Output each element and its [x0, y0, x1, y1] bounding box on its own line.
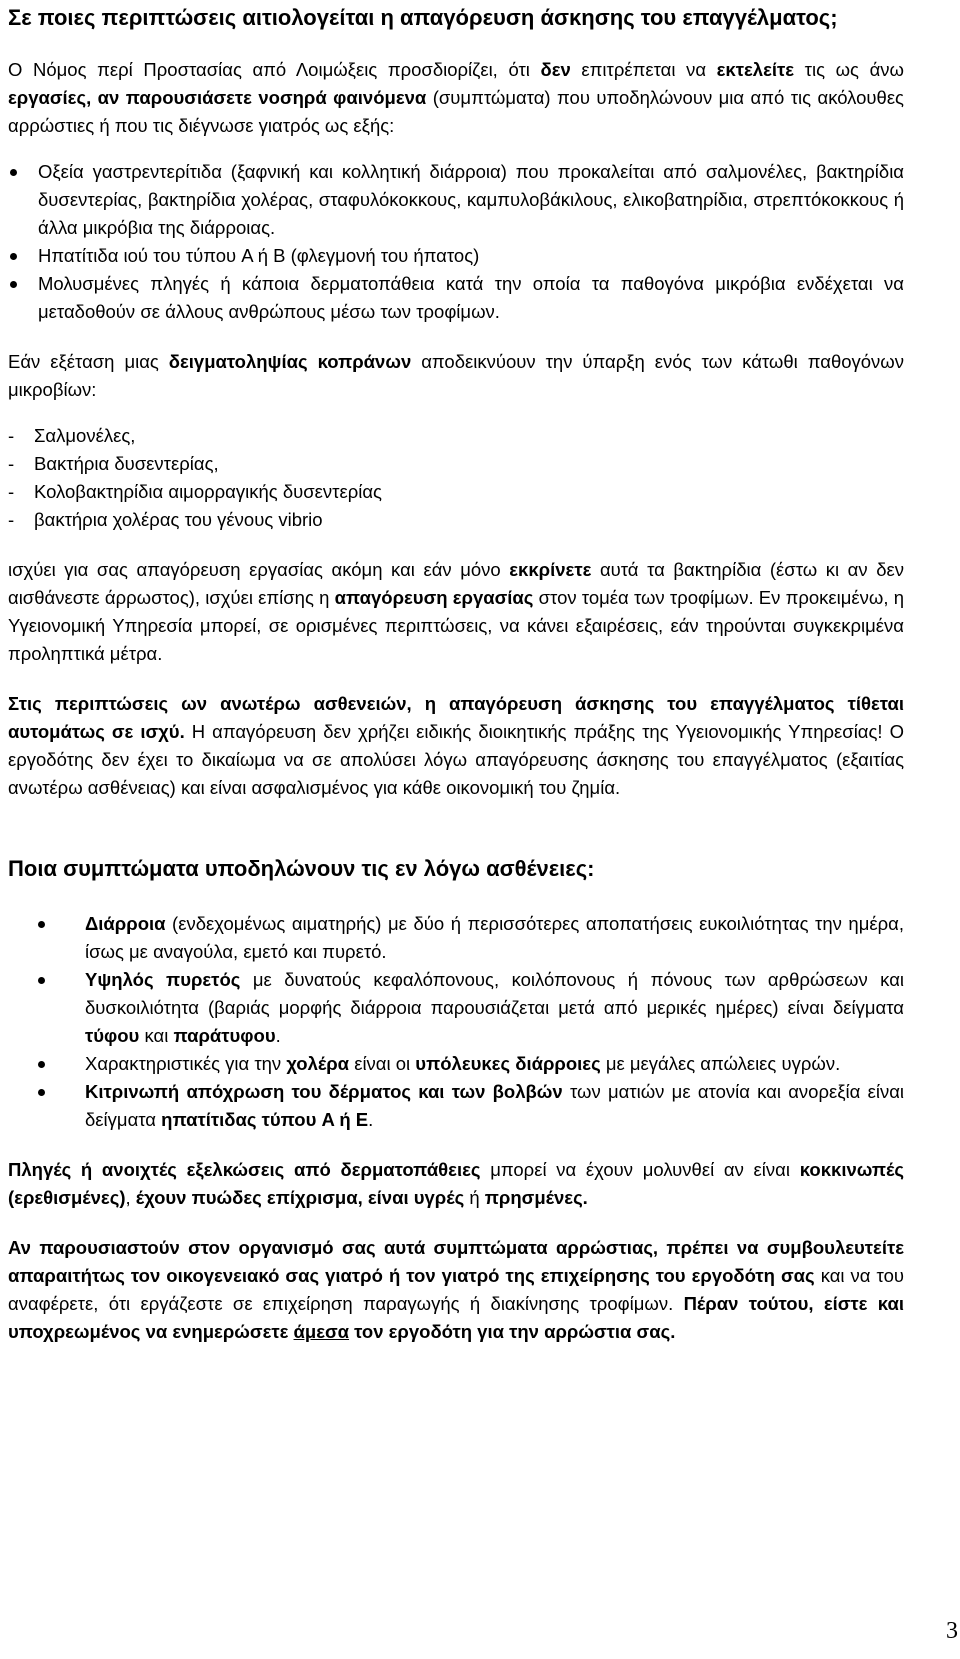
text-run: Εάν εξέταση μιας: [8, 351, 169, 372]
text-run: στον τομέα των τροφίμων. Εν προκειμένω, η Υγειονομική Υπηρεσία μπορεί, σε ορισμένες περιπτώσεις, να κάνει εξαιρέσεις, εάν τηρούνται συγκεκριμένα προληπτικά μέτρα.: [8, 587, 905, 664]
disease-list: [8, 158, 904, 326]
bold-text: έχουν πυώδες επίχρισμα, είναι υγρές: [135, 1187, 465, 1208]
text-run: με μεγάλες απώλειες υγρών.: [600, 1053, 841, 1074]
bold-text: Διάρροια: [85, 913, 166, 934]
text-run: τις ως άνω: [794, 59, 904, 80]
bold-text: εκτελείτε: [716, 59, 795, 80]
bold-text: Πληγές ή ανοιχτές εξελκώσεις από δερματοπάθειες: [8, 1159, 481, 1180]
text-run: Η απαγόρευση δεν χρήζει ειδικής διοικητικής πράξης της Υγειονομικής Υπηρεσίας! Ο εργοδότης δεν έχει το δικαίωμα να σε απολύσει λόγω απαγόρευσης άσκησης του επαγγέλματος (εξαιτίας ανωτέρω ασθένειας) και είναι ασφαλισμένος για κάθε οικονομική του ζημία.: [8, 721, 904, 798]
text-run: των ματιών με ατονία και ανορεξία είναι δείγματα: [85, 1081, 904, 1130]
symptom-list: [8, 910, 904, 1134]
work-ban-paragraph: [8, 556, 904, 668]
bold-text: τύφου: [85, 1025, 140, 1046]
list-item: - Κολοβακτηρίδια αιμορραγικής δυσεντερίας: [8, 478, 904, 506]
bold-text: ηπατίτιδας τύπου A ή E: [161, 1109, 369, 1130]
page-number: 3: [946, 1618, 958, 1644]
list-item: - Σαλμονέλες,: [8, 422, 904, 450]
text-run: αποδεικνύουν την ύπαρξη ενός των κάτωθι παθογόνων μικροβίων:: [8, 351, 905, 400]
stool-test-paragraph: [8, 348, 904, 404]
bold-text: Υψηλός πυρετός: [85, 969, 241, 990]
text-run: μπορεί να έχουν μολυνθεί αν είναι: [480, 1159, 800, 1180]
text-run: αυτά τα βακτηρίδια (έστω κι αν δεν αισθάνεστε άρρωστος), ισχύει επίσης η: [8, 559, 904, 608]
bold-text: απαγόρευση εργασίας: [334, 587, 534, 608]
list-item: [8, 1050, 904, 1078]
document-page: [8, 0, 904, 1346]
text-run: ή: [464, 1187, 485, 1208]
list-item: Μολυσμένες πληγές ή κάποια δερματοπάθεια κατά την οποία τα παθογόνα μικρόβια ενδέχεται να μεταδοθούν σε άλλους ανθρώπους μέσω των τροφίμων.: [8, 270, 904, 326]
text-run: ,: [125, 1187, 136, 1208]
text-run: και: [139, 1025, 174, 1046]
bold-text: Στις περιπτώσεις ων ανωτέρω ασθενειών, η απαγόρευση άσκησης του επαγγέλματος τίθεται αυτομάτως σε ισχύ.: [8, 693, 904, 742]
list-item: [8, 966, 904, 1050]
bold-text: Κιτρινωπή απόχρωση του δέρματος και των βολβών: [85, 1081, 563, 1102]
section-heading-ban: Σε ποιες περιπτώσεις αιτιολογείται η απαγόρευση άσκησης του επαγγέλματος;: [8, 5, 838, 30]
text-run: με δυνατούς κεφαλόπονους, κοιλόπονους ή πόνους των αρθρώσεων και δυσκοιλιότητα (βαριάς μορφής διάρροια παρουσιάζεται μετά από μερικές ημέρες) είναι δείγματα: [85, 969, 904, 1018]
text-run: είναι οι: [349, 1053, 416, 1074]
text-run: επιτρέπεται να: [570, 59, 717, 80]
bold-text: άμεσα: [293, 1321, 350, 1342]
list-item: [8, 910, 904, 966]
bold-text: τον εργοδότη για την αρρώστια σας.: [349, 1321, 676, 1342]
bold-text: δεν: [540, 59, 571, 80]
list-item: - βακτήρια χολέρας του γένους vibrio: [8, 506, 904, 534]
underlined-text: [294, 1321, 350, 1342]
bold-text: υπόλευκες διάρροιες: [415, 1053, 601, 1074]
bold-text: παράτυφου: [173, 1025, 276, 1046]
bold-text: Πέραν τούτου, είστε και υποχρεωμένος να ενημερώσετε: [8, 1293, 904, 1342]
text-run: .: [275, 1025, 281, 1046]
text-run: (συμπτώματα) που υποδηλώνουν μια από τις ακόλουθες αρρώστιες ή που τις διέγνωσε γιατρός ως εξής:: [8, 87, 904, 136]
list-item: Ηπατίτιδα ιού του τύπου A ή B (φλεγμονή του ήπατος): [8, 242, 904, 270]
text-run: Ο Νόμος περί Προστασίας από Λοιμώξεις προσδιορίζει, ότι: [8, 59, 541, 80]
bold-text: εργασίες, αν παρουσιάσετε νοσηρά φαινόμενα: [8, 87, 427, 108]
final-advice-paragraph: [8, 1234, 904, 1346]
text-run: (ενδεχομένως αιματηρής) με δύο ή περισσότερες αποπατήσεις ευκοιλιότητας την ημέρα, ίσως με αναγούλα, εμετό και πυρετό.: [85, 913, 904, 962]
text-run: και να του αναφέρετε, ότι εργάζεστε σε επιχείρηση παραγωγής ή διακίνησης τροφίμων.: [8, 1265, 904, 1314]
bold-text: χολέρα: [286, 1053, 350, 1074]
pathogen-list: [8, 422, 904, 534]
bold-text: κοκκινωπές (ερεθισμένες): [8, 1159, 904, 1208]
list-item: [8, 1078, 904, 1134]
bold-text: πρησμένες.: [484, 1187, 588, 1208]
list-item: - Βακτήρια δυσεντερίας,: [8, 450, 904, 478]
bold-text: εκκρίνετε: [509, 559, 592, 580]
wounds-paragraph: [8, 1156, 904, 1212]
text-run: .: [368, 1109, 374, 1130]
text-run: Χαρακτηριστικές για την: [85, 1053, 287, 1074]
automatic-ban-paragraph: [8, 690, 904, 802]
bold-text: Αν παρουσιαστούν στον οργανισμό σας αυτά συμπτώματα αρρώστιας, πρέπει να συμβουλευτείτε απαραιτήτως τον οικογενειακό σας γιατρό ή τον γιατρό της επιχείρησης του εργοδότη σας: [8, 1237, 904, 1286]
section-heading-symptoms: Ποια συμπτώματα υποδηλώνουν τις εν λόγω ασθένειες:: [8, 856, 595, 881]
list-item: Οξεία γαστρεντερίτιδα (ξαφνική και κολλητική διάρροια) που προκαλείται από σαλμονέλες, βακτηρίδια δυσεντερίας, βακτηρίδια χολέρας, σταφυλόκοκκους, καμπυλοβάκιλους, ελικοβατηρίδια, στρεπτόκοκκους ή άλλα μικρόβια της διάρροιας.: [8, 158, 904, 242]
text-run: ισχύει για σας απαγόρευση εργασίας ακόμη και εάν μόνο: [8, 559, 510, 580]
intro-paragraph: [8, 56, 904, 140]
bold-text: δειγματοληψίας κοπράνων: [168, 351, 412, 372]
